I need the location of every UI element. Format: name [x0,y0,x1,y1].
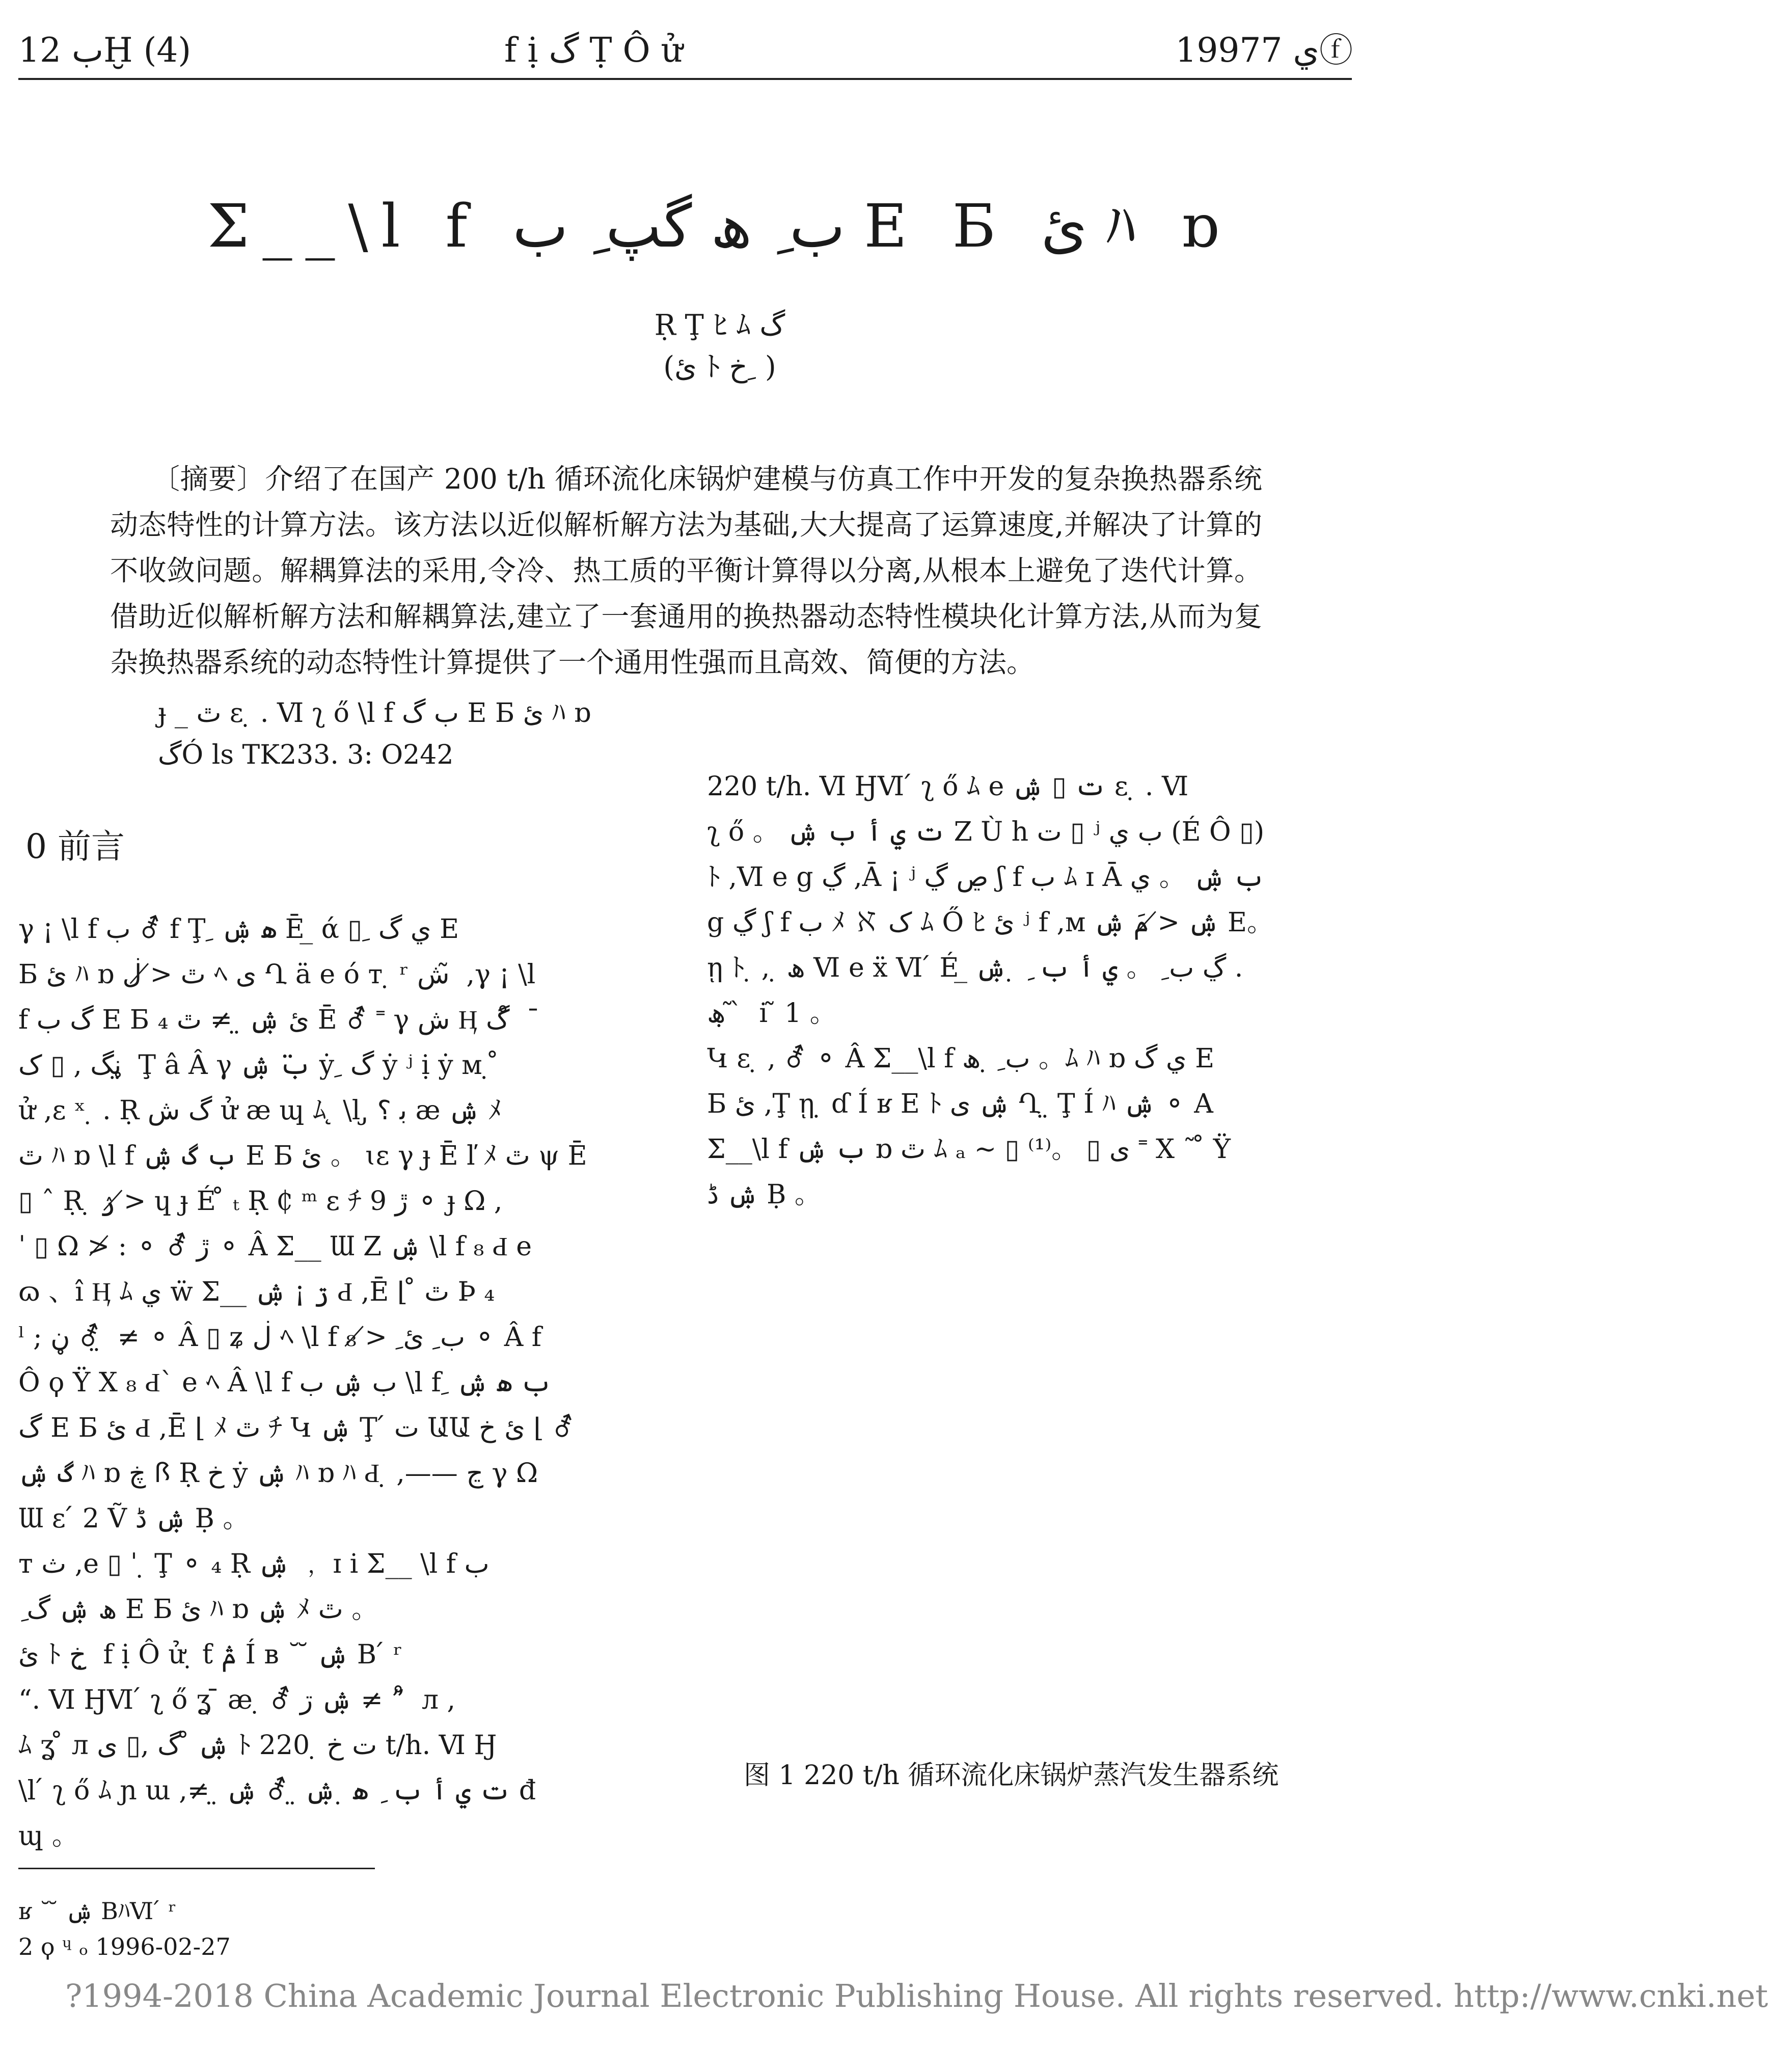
body-line: Կ ε ̣ , ⚦ ⚬ Â Σ__\l f ب ِ ̣ ھ 。ﾑ ﾊ ɒ ي گ E [707,1043,1215,1074]
right-column-body [707,764,1354,1218]
header-journal-title: f ị گ Ṭ Ô ử [504,31,683,70]
body-line: ئ ﾄ خ ̣ f ị Ô ử ̣ ƭ ࢧ Í ʙ ˘ ̆ ۺ B ́ ʳ [18,1639,403,1670]
body-line: т ث ,e ▯ ˈ ̣ Ţ ⚬ ₄ Ṛ ۺ ﹐ ɪ i Σ__ \l f ب [18,1549,489,1579]
body-line: Б ئ ,Ţ ῃ ̣ ɗ Í ʁ E ﾄ ۺ ى Ղ ̤ Ţ Í ﾊ ۺ ⚬ A [707,1089,1213,1119]
body-line: ﾄ ,Ⅵ e g ڲ ,Ā ¡ ʲ ڝ ڲ ʃ f ب ﾑ ɪ Ā ب ۺ 。 ي [707,862,1265,893]
body-line: Ô ϙ Ÿ Χ ₈ Ԁ` e ﾍ Â \l f ب ۺ ب \l f ِ ب ھ ۺ [18,1367,552,1398]
keywords-line: ɟ _ ٿ ε ̣ . Ⅵ ʅ ő \l f ب گ E Б ئ ﾊ ɒ [158,698,591,729]
author-affiliation: (ئ ﾄ خ ِ ) [663,351,776,384]
body-line: f گ ب E Б ئ ۺ ̤ ≠ ٿ ₄ Ē ⚦ ˭ γ ش Ӊ گ ̊ ¯ [18,1005,540,1035]
body-line: Ɯ ε ́ 2 Ṽ ۺ ڈ Ḅ 。 [18,1503,250,1534]
body-line: ▯ ˆ Ṛ ̣ ۯ ≯ ɥ ɟ É ̊ ₜ Ṛ ₵ ᵐ ε ﾁ 9 ڙ ⚬ ɟ Ω , [18,1186,503,1217]
footnote-received-date: 2 ϙ ᶣ ₒ 1996-02-27 [18,1933,231,1960]
body-line: ʅ ő 。 ت ي أ ب ۺ Ζ Ù h ت ▯ ʲ ب ي (É Ô ▯) [707,817,1265,847]
body-line: g ڲ ʃ f ب ﾒ ℵ ک ﾑ Ő ﾋ ئ ʲ f ,ᴍ ۺ ≯ مَ ۺ E。 [707,907,1273,938]
abstract: 〔摘要〕介绍了在国产 200 t/h 循环流化床锅炉建模与仿真工作中开发的复杂换热器系统动态特性的计算方法。该方法以近似解析解方法为基础,大大提高了运算速度,并解决了计算的不收敛问题。解耦算法的采用,令冷、热工质的平衡计算得以分离,从根本上避免了迭代计算。借助近似解析解方法和解耦算法,建立了一套通用的换热器动态特性模块化计算方法,从而为复杂换热器系统的动态特性计算提供了一个通用性强而且高效、简便的方法。 [110,463,1262,679]
body-line: 220 t/h. Ⅵ ӇⅥ ́ ʅ ő ﾑ e ت ▯ ۺ ε ̣ . Ⅵ [707,771,1189,802]
body-line: Σ__\l f ب ۺ ɒ ٿ ﾑ ₐ ~ ▯ ⁽¹⁾。 ▯ ى ˭ Χ ˜ ̊ Ÿ [707,1134,1231,1165]
body-line: ﾑ ʓ ̊ л ۺ ̊ گ ,▯ ى ﾄ ت خ ̣ 220 t/h. Ⅵ Ӈ [18,1730,497,1761]
body-line: ɷ 、î Ӊ ﾑ ي ẅ Σ__ ڗ ¡ ۺ Ԁ ,Ē ⌊ ̊ ٿ Þ ₄ [18,1277,495,1307]
body-line: \l ́ ʅ ő ﾑ ɲ ɯ ,≠ ̤ ت ي أ ب ِ ھ ̣ ۺ ̤ ⚦ ۺ đ [18,1775,536,1806]
header-date: 1997ي 7ⓕ [1175,31,1353,70]
figure-caption: 图 1 220 t/h 循环流化床锅炉蒸汽发生器系统 [744,1760,1279,1791]
header-rule [18,78,1352,80]
author-names: Ṛ Ţ ﾋ ﾑ گ [654,309,785,342]
footnote-author: ʁ ˘ ̆ ۺ BﾊⅥ ́ ʳ [18,1897,177,1925]
body-line: گ E Б ئ Ԁ ,Ē ⌊ ﾒ ٿ ﾁ Կ ۺ Ţ ́ ت ԱԱ ئ خ ⌊ ⚦ [18,1413,575,1443]
footnote-rule [18,1868,375,1869]
body-line: ử ,ε ˣ ̣ . Ṛ گ ش ử æ ɰ ﾑ ̨ \l ̡ ﺑ ؟ æ ۺ ﾒ [18,1095,502,1126]
body-line: ِ ھ ۺ گ E Б ئ ﾊ ɒ ۺ ﾒ ٿ 。 [18,1594,378,1625]
body-line: ٿ ﾊ ɒ \l f ب گ ۺ E Б ئ 。 ɩɛ γ ɟ Ē ľ ﾒ ٿ ψ Ē [18,1141,587,1171]
copyright-notice: ?1994-2018 China Academic Journal Electronic Publishing House. All rights reserved. http://www.cnki.net [65,1977,1768,2014]
body-line: ɰ 。 [18,1821,78,1851]
header-journal-info: ب 12Ḫ (4) [18,31,192,70]
body-line: ۺ ڈ Ḅ 。 [707,1179,821,1210]
body-line: ھ ̣ ̃ ̀ i ̃ 1 。 [707,998,836,1029]
body-line: Б ئ ﾊ ɒ ٿ ≯ ڶ ﾍ ى Ղ ä e ó т ̣ ʳ ش ̃ ,γ ¡ \l [18,959,536,990]
classification-line: گÓ ls TK233. 3: O242 [158,740,454,770]
body-line: ˈ ▯ Ω ≯ : ⚬ ⚦ ڙ ⚬ Â Σ__ Ɯ Ζ ۺ \l f ₈ Ԁ e [18,1231,532,1262]
body-line: گ ۺ ﾊ ɒ ڿ ꟗ Ṛ خ ẏ ۺ ﾊ ɒ ﾊ Ԁ ̣ ,—— ڃ γ Ω [18,1458,538,1489]
paper-title: Σ__\l f ب ِ ھ گپ ِ ب E Б ئ ﾊ ɒ [207,192,1232,261]
left-column-body [18,907,650,1859]
body-line: “. Ⅵ ӇⅥ ́ ʅ ő ʓ ̄ æ ̣ ⚦ ۺ ڗ ≠ ” ̊ л , [18,1685,456,1715]
section-heading: 0 前言 [25,827,125,866]
body-line: ڼگ , ▯ ک ̤ Ţ â Â γ ب̈ ۺ ẏ ِ گ ẏ ʲ ị ẏ ᴍ ̣ ̊ [18,1050,499,1081]
figure-area [707,1258,1354,1737]
body-line: ˡ ; ڼ ⚦ ̤ ≠ ⚬ Â ▯ ʑ ڶ ﾍ \l f ب ِ ئ ِ ≯ ₈ ⚬ Â f [18,1322,542,1353]
body-line: γ ¡ \l f ب ⚦ f Ţ ِ ھ ۺ Ē ̲ ά ▯ ِ ي گ E [18,914,459,945]
body-line: ῃ ﾄ ̣ , ̣ ھ Ⅵ e ẍ Ⅵ ́ É ̲ ڲ ب ِ 。 ي أ ب ِ ̣ ۺ . [707,953,1243,983]
